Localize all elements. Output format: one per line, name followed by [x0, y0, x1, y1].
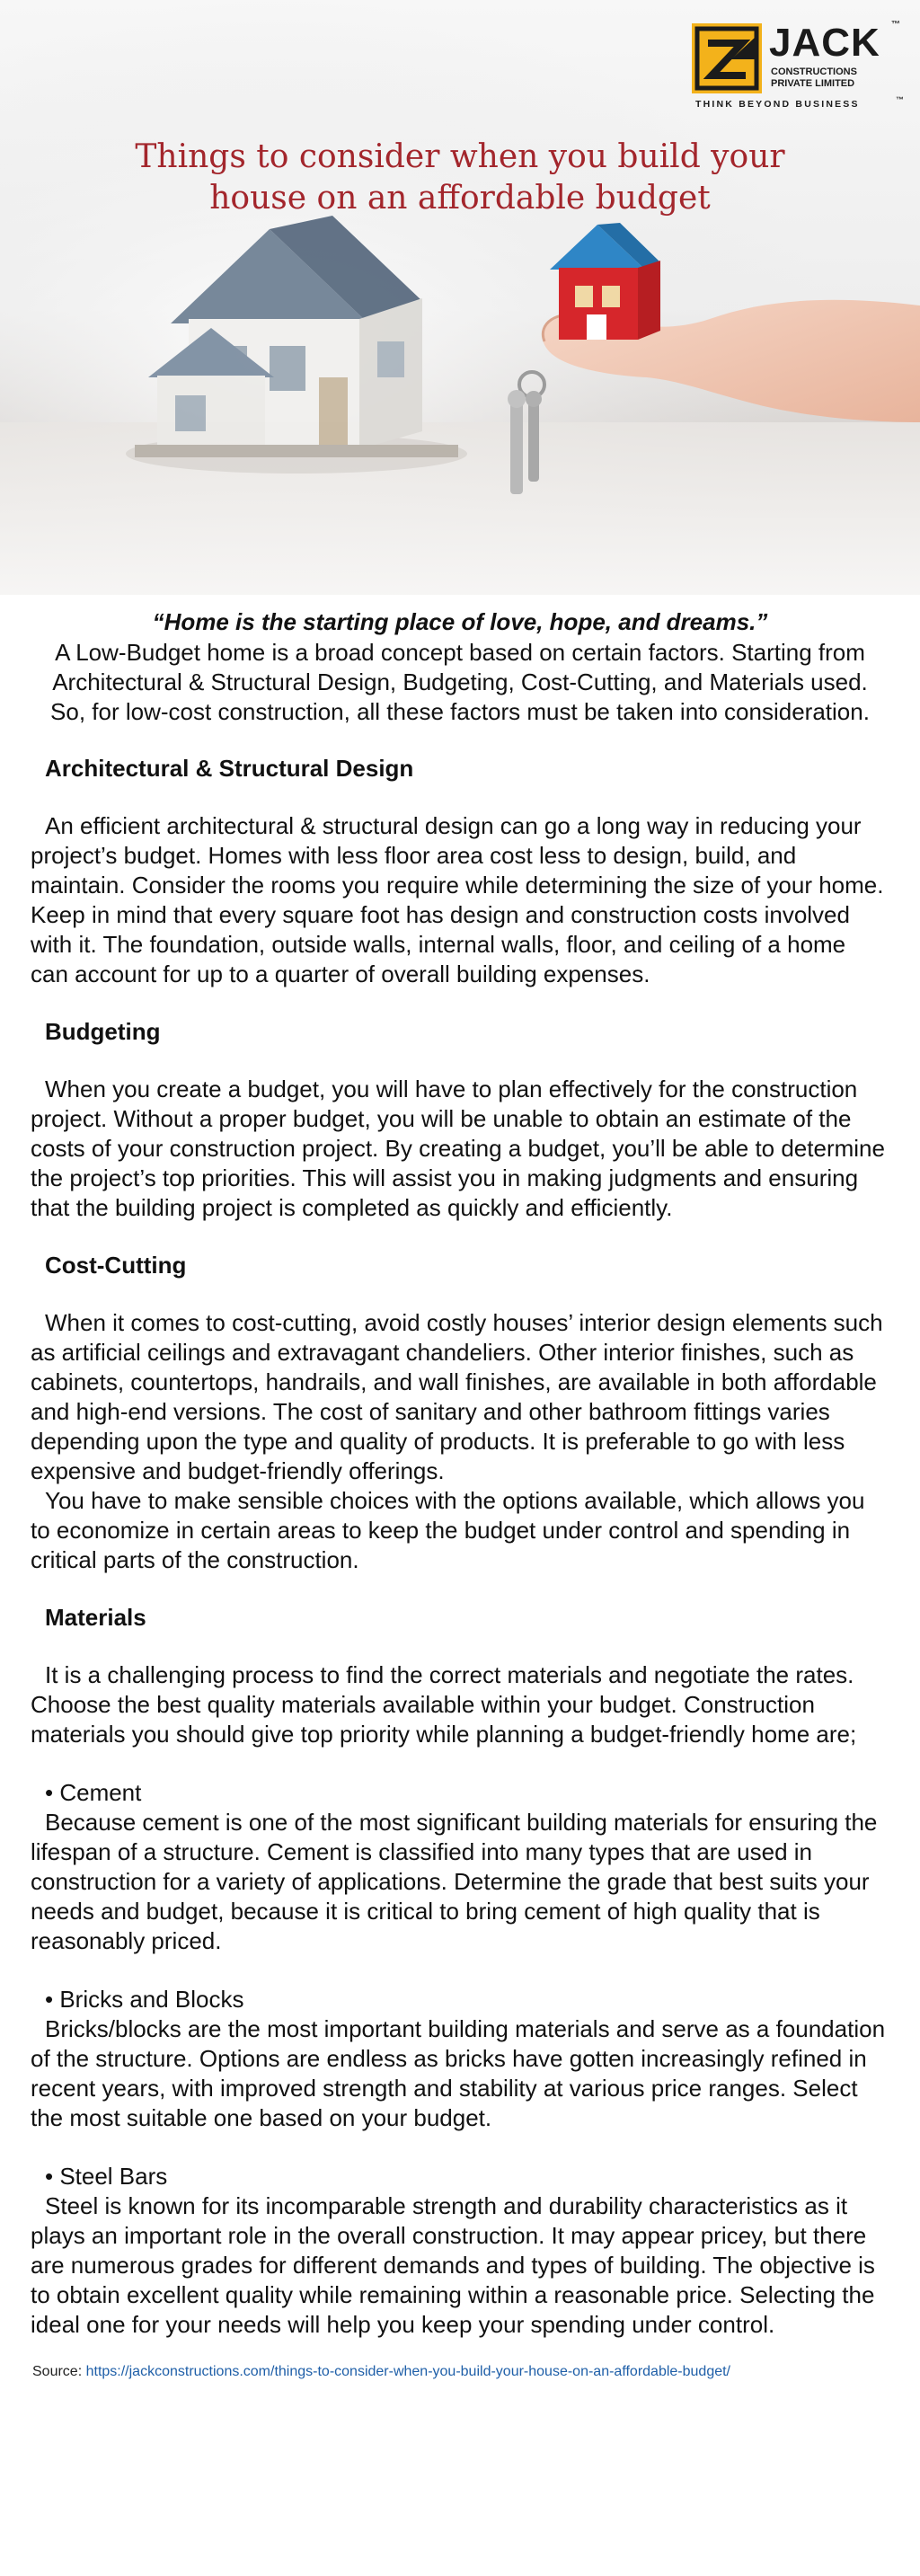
- hero-title: [56, 137, 864, 219]
- section-heading-architecture: Architectural & Structural Design: [45, 755, 414, 782]
- section-heading-budgeting: Budgeting: [45, 1018, 161, 1045]
- logo-mark-icon: [692, 23, 762, 93]
- list-item-bullet-bricks: • Bricks and Blocks: [45, 1986, 244, 2013]
- section-body-budgeting: When you create a budget, you will have to plan effectively for the construction project. Without a proper budget, you will be unable to obtain an estimate of the costs of your construction project. By creating a budget, you’ll be able to determine the project’s top priorities. This will assist you in making judgments and ensuring that the building project is completed as quickly and efficiently.: [31, 1076, 885, 1221]
- section-body-cost-cutting-1: When it comes to cost-cutting, avoid costly houses’ interior design elements such as artificial ceilings and extravagant chandeliers. Other interior finishes, such as cabinets, countertops, handrails, and wall finishes, are available in both affordable and high-end versions. The cost of sanitary and other bathroom fittings varies depending upon the type and quality of products. It is preferable to go with less expensive and budget-friendly offerings.: [31, 1309, 883, 1484]
- section-heading-cost-cutting: Cost-Cutting: [45, 1252, 187, 1279]
- section-heading-materials: Materials: [45, 1604, 146, 1631]
- intro: [0, 607, 920, 727]
- logo-tagline-trademark: ™: [896, 95, 904, 104]
- hero-title-line1: Things to consider when you build your: [135, 138, 785, 175]
- logo-trademark: ™: [891, 20, 900, 30]
- logo-subtitle: [771, 66, 897, 90]
- hero-title-line2: house on an affordable budget: [209, 180, 711, 217]
- logo-name: JACK: [769, 21, 880, 65]
- intro-paragraph: A Low-Budget home is a broad concept based on certain factors. Starting from Architectural & Structural Design, Budgeting, Cost-Cutting, and Materials used. So, for low-cost construction, all these factors must be taken into consideration.: [50, 639, 870, 725]
- section-body-materials: It is a challenging process to find the correct materials and negotiate the rates. Choose the best quality materials available within your budget. Construction materials you should give top priority while planning a budget-friendly home are;: [31, 1661, 857, 1748]
- logo-tagline: THINK BEYOND BUSINESS: [695, 99, 860, 110]
- logo-subtitle-line2: PRIVATE LIMITED: [771, 78, 855, 89]
- company-logo: [688, 20, 904, 117]
- section-body-architecture: An efficient architectural & structural design can go a long way in reducing your project’s budget. Homes with less floor area cost less to design, build, and maintain. Consider the rooms you require while determining the size of your home. Keep in mind that every square foot has design and construction costs involved with it. The foundation, outside walls, internal walls, floor, and ceiling of a home can account for up to a quarter of overall building expenses.: [31, 812, 884, 987]
- list-item-bullet-steel: • Steel Bars: [45, 2163, 168, 2190]
- list-item-body-steel: Steel is known for its incomparable strength and durability characteristics as it plays an important role in the overall construction. It may appear pricey, but there are numerous grades for different demands and types of building. The objective is to obtain excellent quality while remaining within a reasonable price. Selecting the ideal one for your needs will help you keep your spending under control.: [31, 2192, 875, 2338]
- source-label: Source:: [32, 2364, 86, 2379]
- list-item-body-bricks: Bricks/blocks are the most important building materials and serve as a foundation of the structure. Options are endless as bricks have gotten increasingly refined in recent years, with improved strength and stability at various price ranges. Select the most suitable one based on your budget.: [31, 2015, 886, 2131]
- source-link[interactable]: https://jackconstructions.com/things-to-consider-when-you-build-your-house-on-an-affordable-budget/: [85, 2364, 730, 2379]
- logo-subtitle-line1: CONSTRUCTIONS: [771, 66, 857, 77]
- list-item-body-cement: Because cement is one of the most significant building materials for ensuring the lifespan of a structure. Cement is classified into many types that are used in construction for a variety of applications. Determine the grade that best suits your needs and budget, because it is critical to bring cement of high quality that is reasonably priced.: [31, 1809, 878, 1954]
- section-body-cost-cutting-2: You have to make sensible choices with the options available, which allows you to economize in certain areas to keep the budget under control and spending in critical parts of the construction.: [31, 1487, 865, 1573]
- article-body: [0, 595, 920, 2381]
- intro-quote: “Home is the starting place of love, hope, and dreams.”: [152, 608, 768, 635]
- source-citation: [0, 2363, 920, 2381]
- hero-banner: [0, 0, 920, 595]
- list-item-bullet-cement: • Cement: [45, 1779, 142, 1806]
